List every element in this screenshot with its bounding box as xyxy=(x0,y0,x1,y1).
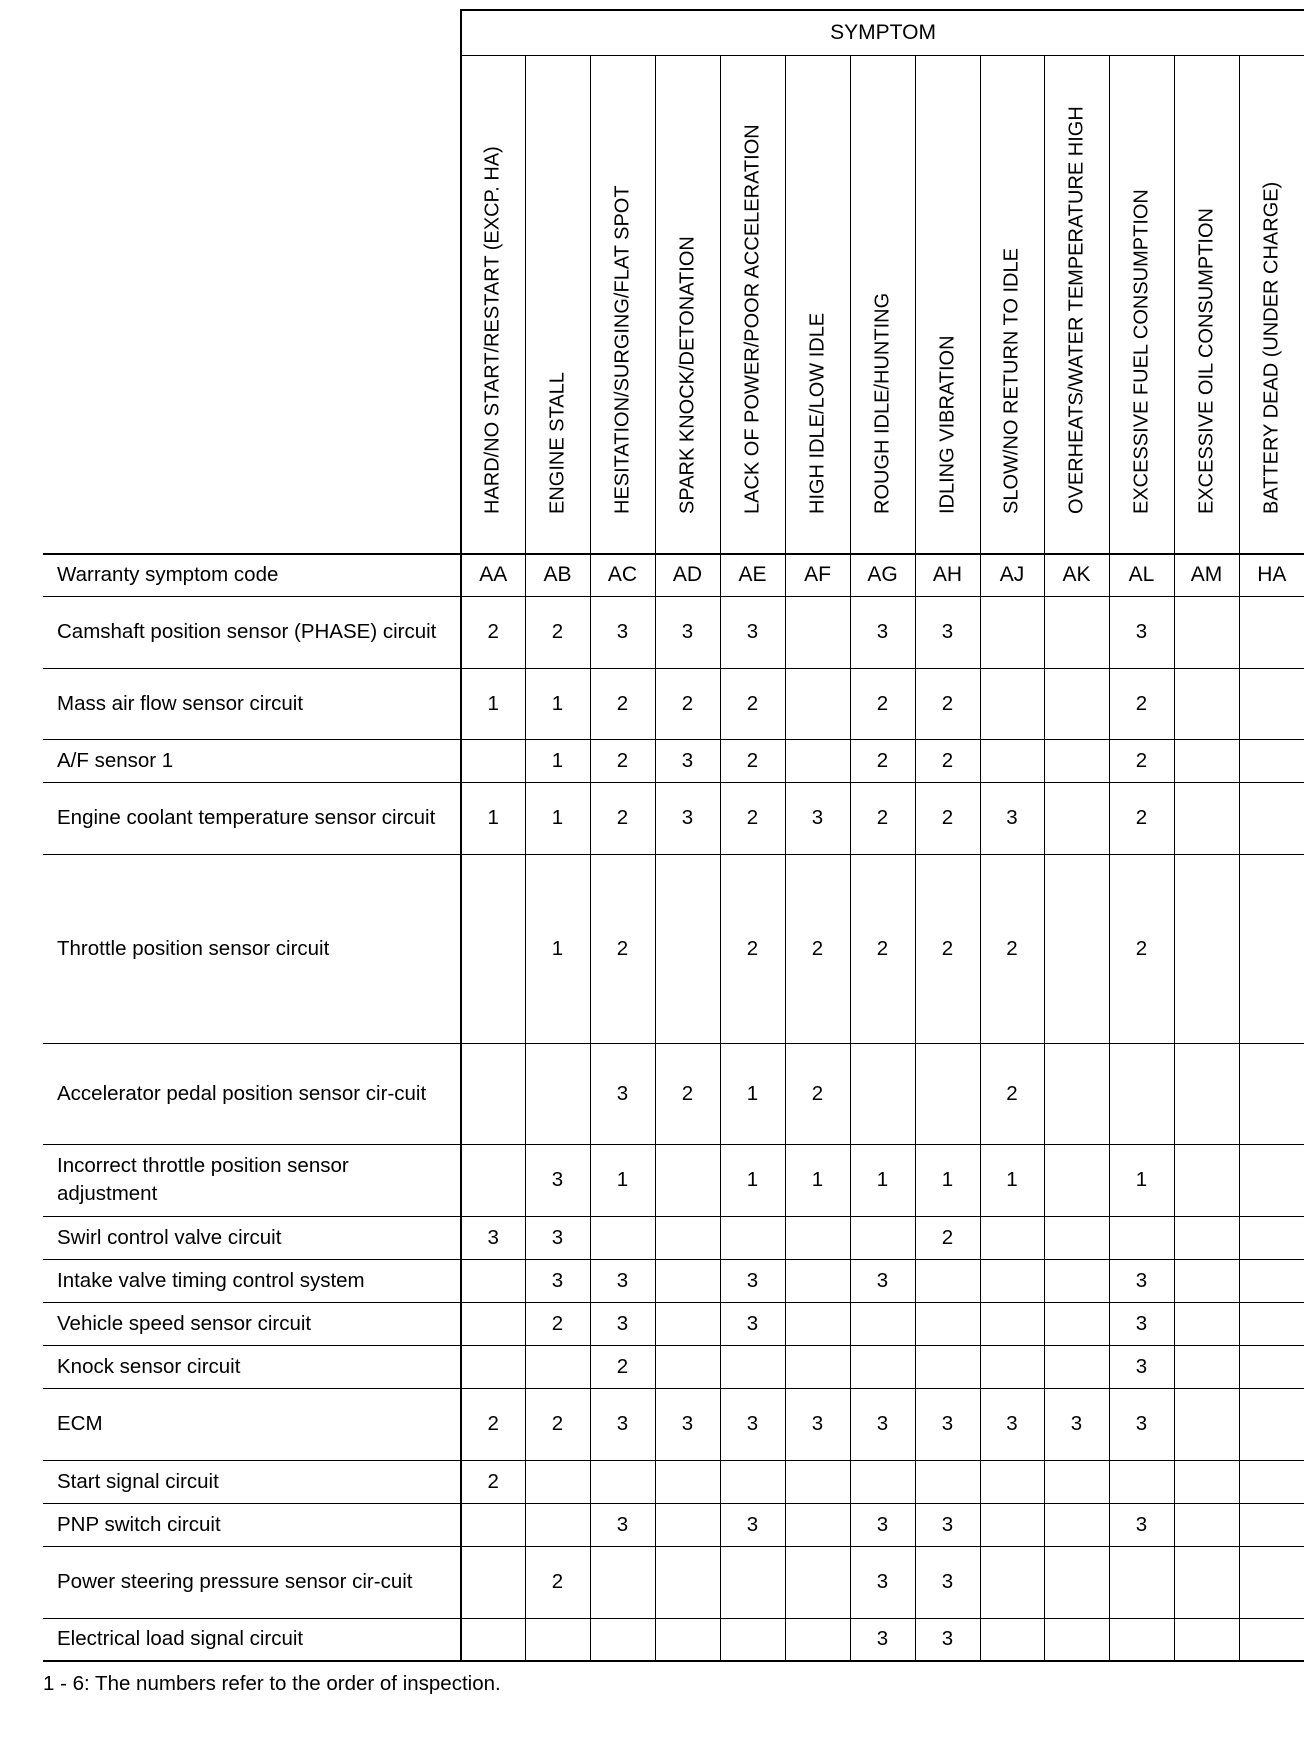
inspection-order-cell: 3 xyxy=(915,1618,980,1661)
warranty-code: HA xyxy=(1239,554,1304,596)
inspection-order-cell: 2 xyxy=(980,1043,1044,1144)
inspection-order-cell: 1 xyxy=(785,1144,850,1216)
component-row xyxy=(43,782,1304,854)
inspection-order-cell xyxy=(850,1460,915,1503)
inspection-order-cell xyxy=(785,1259,850,1302)
inspection-order-cell xyxy=(655,854,720,1043)
inspection-order-cell xyxy=(1044,1460,1109,1503)
inspection-order-cell xyxy=(980,1345,1044,1388)
inspection-order-cell xyxy=(915,1302,980,1345)
warranty-code: AD xyxy=(655,554,720,596)
inspection-order-cell xyxy=(655,1259,720,1302)
inspection-order-cell xyxy=(655,1618,720,1661)
component-row xyxy=(43,1503,1304,1546)
inspection-order-cell: 3 xyxy=(1109,596,1174,668)
inspection-order-cell xyxy=(1109,1216,1174,1259)
inspection-order-cell: 2 xyxy=(461,1460,525,1503)
component-label: Mass air flow sensor circuit xyxy=(43,668,461,739)
component-row xyxy=(43,1144,1304,1216)
inspection-order-cell xyxy=(461,1259,525,1302)
inspection-order-cell: 2 xyxy=(915,668,980,739)
warranty-code-label: Warranty symptom code xyxy=(43,554,461,596)
inspection-order-cell xyxy=(1174,1043,1239,1144)
inspection-order-cell: 2 xyxy=(785,854,850,1043)
inspection-order-cell: 3 xyxy=(850,1388,915,1460)
warranty-code-row xyxy=(43,554,1304,596)
inspection-order-cell: 3 xyxy=(655,739,720,782)
inspection-order-cell xyxy=(1174,1618,1239,1661)
inspection-order-cell xyxy=(1174,1345,1239,1388)
inspection-order-cell xyxy=(1174,739,1239,782)
inspection-order-cell xyxy=(1044,1302,1109,1345)
inspection-order-cell xyxy=(785,596,850,668)
component-label: Incorrect throttle position sensor adjustment xyxy=(43,1144,461,1216)
inspection-order-cell xyxy=(720,1546,785,1618)
inspection-order-cell xyxy=(525,1460,590,1503)
inspection-order-cell xyxy=(1109,1546,1174,1618)
inspection-order-cell xyxy=(1239,596,1304,668)
inspection-order-cell: 2 xyxy=(461,596,525,668)
component-label: Camshaft position sensor (PHASE) circuit xyxy=(43,596,461,668)
inspection-order-cell: 2 xyxy=(915,1216,980,1259)
inspection-order-cell xyxy=(1109,1460,1174,1503)
inspection-order-cell: 3 xyxy=(590,1043,655,1144)
inspection-order-cell: 3 xyxy=(655,782,720,854)
inspection-order-cell xyxy=(1109,1618,1174,1661)
inspection-order-cell xyxy=(655,1302,720,1345)
warranty-code: AG xyxy=(850,554,915,596)
component-row xyxy=(43,739,1304,782)
inspection-order-cell: 3 xyxy=(655,596,720,668)
component-label: Accelerator pedal position sensor cir-cuit xyxy=(43,1043,461,1144)
inspection-order-cell xyxy=(785,739,850,782)
warranty-code: AK xyxy=(1044,554,1109,596)
inspection-order-cell: 3 xyxy=(720,1302,785,1345)
inspection-order-cell: 2 xyxy=(655,668,720,739)
inspection-order-cell xyxy=(1239,1388,1304,1460)
inspection-order-cell: 1 xyxy=(525,668,590,739)
inspection-order-cell: 1 xyxy=(980,1144,1044,1216)
inspection-order-cell xyxy=(1174,782,1239,854)
warranty-code: AA xyxy=(461,554,525,596)
component-label: Knock sensor circuit xyxy=(43,1345,461,1388)
warranty-code: AM xyxy=(1174,554,1239,596)
symptom-column-header xyxy=(1109,56,1174,555)
inspection-order-cell: 3 xyxy=(1109,1503,1174,1546)
inspection-order-cell: 3 xyxy=(850,596,915,668)
inspection-order-cell xyxy=(1044,1043,1109,1144)
component-row xyxy=(43,1345,1304,1388)
inspection-order-cell: 3 xyxy=(850,1503,915,1546)
inspection-order-cell: 3 xyxy=(915,1503,980,1546)
inspection-order-cell: 2 xyxy=(915,854,980,1043)
symptom-column-header xyxy=(1174,56,1239,555)
warranty-code: AF xyxy=(785,554,850,596)
inspection-order-cell xyxy=(785,1546,850,1618)
component-row xyxy=(43,1302,1304,1345)
inspection-order-cell xyxy=(1239,1144,1304,1216)
inspection-order-cell: 1 xyxy=(525,782,590,854)
inspection-order-cell: 2 xyxy=(1109,668,1174,739)
inspection-order-cell: 3 xyxy=(915,1546,980,1618)
inspection-order-cell xyxy=(1044,1144,1109,1216)
corner-cell xyxy=(43,10,461,554)
inspection-order-cell xyxy=(1044,596,1109,668)
symptom-column-header xyxy=(850,56,915,555)
inspection-order-cell: 3 xyxy=(850,1259,915,1302)
symptom-column-label: ENGINE STALL xyxy=(546,372,568,514)
symptom-column-label: HARD/NO START/RESTART (EXCP. HA) xyxy=(481,146,504,514)
inspection-order-cell: 2 xyxy=(590,1345,655,1388)
warranty-code: AB xyxy=(525,554,590,596)
component-row xyxy=(43,1259,1304,1302)
inspection-order-cell xyxy=(1239,1216,1304,1259)
inspection-order-cell: 3 xyxy=(655,1388,720,1460)
inspection-order-cell xyxy=(1174,1302,1239,1345)
inspection-order-cell: 3 xyxy=(915,1388,980,1460)
inspection-order-cell xyxy=(850,1345,915,1388)
component-row xyxy=(43,854,1304,1043)
inspection-order-cell xyxy=(525,1618,590,1661)
inspection-order-cell: 2 xyxy=(525,1388,590,1460)
inspection-order-cell: 3 xyxy=(1044,1388,1109,1460)
inspection-order-cell xyxy=(1239,739,1304,782)
inspection-order-cell: 3 xyxy=(1109,1259,1174,1302)
inspection-order-cell: 3 xyxy=(1109,1388,1174,1460)
inspection-order-cell xyxy=(785,668,850,739)
inspection-order-cell: 3 xyxy=(1109,1302,1174,1345)
symptom-column-header xyxy=(1044,56,1109,555)
inspection-order-cell: 2 xyxy=(720,668,785,739)
component-row xyxy=(43,1618,1304,1661)
inspection-order-cell xyxy=(1174,1460,1239,1503)
inspection-order-cell xyxy=(1109,1043,1174,1144)
inspection-order-cell xyxy=(1174,1144,1239,1216)
symptom-column-label: HIGH IDLE/LOW IDLE xyxy=(806,312,828,514)
symptom-column-header xyxy=(915,56,980,555)
inspection-order-cell xyxy=(1044,668,1109,739)
inspection-order-cell xyxy=(461,1618,525,1661)
inspection-order-cell xyxy=(980,668,1044,739)
inspection-order-cell: 3 xyxy=(461,1216,525,1259)
inspection-order-cell: 2 xyxy=(590,739,655,782)
inspection-order-cell xyxy=(1239,1345,1304,1388)
inspection-order-cell: 2 xyxy=(525,1546,590,1618)
inspection-order-cell xyxy=(1044,782,1109,854)
inspection-order-cell xyxy=(1044,854,1109,1043)
inspection-order-cell xyxy=(980,596,1044,668)
symptom-matrix-body xyxy=(43,554,1304,1661)
symptom-column-label: BATTERY DEAD (UNDER CHARGE) xyxy=(1260,181,1283,514)
component-label: Electrical load signal circuit xyxy=(43,1618,461,1661)
component-label: Engine coolant temperature sensor circuit xyxy=(43,782,461,854)
inspection-order-cell xyxy=(1174,596,1239,668)
inspection-order-cell xyxy=(655,1216,720,1259)
symptom-column-header xyxy=(980,56,1044,555)
inspection-order-cell xyxy=(785,1216,850,1259)
inspection-order-cell: 3 xyxy=(850,1546,915,1618)
inspection-order-cell xyxy=(1239,1618,1304,1661)
inspection-order-cell: 2 xyxy=(915,782,980,854)
inspection-order-cell: 1 xyxy=(850,1144,915,1216)
inspection-order-cell xyxy=(1044,1503,1109,1546)
component-label: Throttle position sensor circuit xyxy=(43,854,461,1043)
inspection-order-cell xyxy=(850,1043,915,1144)
symptom-matrix-table xyxy=(43,9,1304,1662)
inspection-order-cell: 1 xyxy=(525,739,590,782)
inspection-order-cell: 2 xyxy=(850,782,915,854)
inspection-order-cell xyxy=(850,1216,915,1259)
inspection-order-cell: 1 xyxy=(590,1144,655,1216)
inspection-order-cell xyxy=(461,1546,525,1618)
inspection-order-cell xyxy=(590,1618,655,1661)
symptom-column-label: EXCESSIVE FUEL CONSUMPTION xyxy=(1130,189,1152,514)
symptom-column-header xyxy=(525,56,590,555)
inspection-order-cell: 2 xyxy=(1109,782,1174,854)
symptom-column-label: LACK OF POWER/POOR ACCELERATION xyxy=(741,124,763,514)
inspection-order-cell xyxy=(655,1144,720,1216)
inspection-order-cell xyxy=(980,1302,1044,1345)
symptom-column-header xyxy=(785,56,850,555)
inspection-order-cell xyxy=(785,1503,850,1546)
component-label: Power steering pressure sensor cir-cuit xyxy=(43,1546,461,1618)
inspection-order-cell xyxy=(720,1345,785,1388)
inspection-order-cell xyxy=(655,1460,720,1503)
symptom-column-header xyxy=(720,56,785,555)
inspection-order-cell xyxy=(655,1345,720,1388)
component-label: Intake valve timing control system xyxy=(43,1259,461,1302)
inspection-order-cell: 3 xyxy=(590,596,655,668)
inspection-order-cell xyxy=(720,1216,785,1259)
symptom-column-label: EXCESSIVE OIL CONSUMPTION xyxy=(1195,208,1217,514)
inspection-order-cell: 2 xyxy=(590,854,655,1043)
warranty-code: AE xyxy=(720,554,785,596)
inspection-order-cell: 2 xyxy=(1109,854,1174,1043)
inspection-order-cell: 1 xyxy=(461,668,525,739)
inspection-order-cell xyxy=(1174,1388,1239,1460)
component-label: Swirl control valve circuit xyxy=(43,1216,461,1259)
inspection-order-cell xyxy=(461,1043,525,1144)
inspection-order-cell xyxy=(915,1345,980,1388)
inspection-order-cell: 3 xyxy=(720,596,785,668)
symptom-column-label: OVERHEATS/WATER TEMPERATURE HIGH xyxy=(1065,106,1087,514)
inspection-order-cell: 1 xyxy=(461,782,525,854)
inspection-order-cell: 3 xyxy=(525,1216,590,1259)
component-row xyxy=(43,1388,1304,1460)
inspection-order-cell xyxy=(785,1302,850,1345)
inspection-order-cell: 2 xyxy=(525,596,590,668)
inspection-order-cell xyxy=(461,1345,525,1388)
inspection-order-cell xyxy=(1239,1043,1304,1144)
inspection-order-cell xyxy=(1239,1503,1304,1546)
inspection-order-cell xyxy=(1174,854,1239,1043)
inspection-order-cell xyxy=(980,1259,1044,1302)
inspection-order-cell: 1 xyxy=(1109,1144,1174,1216)
inspection-order-cell xyxy=(461,739,525,782)
inspection-order-cell xyxy=(785,1460,850,1503)
symptom-column-label: IDLING VIBRATION xyxy=(936,335,958,514)
inspection-order-cell: 3 xyxy=(590,1503,655,1546)
component-label: Start signal circuit xyxy=(43,1460,461,1503)
inspection-order-cell: 1 xyxy=(720,1043,785,1144)
inspection-order-cell: 2 xyxy=(590,782,655,854)
inspection-order-cell: 3 xyxy=(590,1259,655,1302)
inspection-order-cell: 3 xyxy=(785,782,850,854)
inspection-order-cell xyxy=(1174,1503,1239,1546)
inspection-order-cell: 3 xyxy=(525,1259,590,1302)
inspection-order-cell: 1 xyxy=(720,1144,785,1216)
component-label: Vehicle speed sensor circuit xyxy=(43,1302,461,1345)
inspection-order-cell: 2 xyxy=(850,854,915,1043)
inspection-order-cell xyxy=(1174,1259,1239,1302)
inspection-order-cell: 3 xyxy=(720,1259,785,1302)
inspection-order-cell xyxy=(785,1618,850,1661)
inspection-order-cell xyxy=(915,1460,980,1503)
inspection-order-cell: 2 xyxy=(785,1043,850,1144)
inspection-order-cell: 3 xyxy=(980,1388,1044,1460)
inspection-order-cell: 2 xyxy=(655,1043,720,1144)
inspection-order-cell: 2 xyxy=(461,1388,525,1460)
inspection-order-cell xyxy=(1239,668,1304,739)
inspection-order-cell xyxy=(980,1216,1044,1259)
inspection-order-cell xyxy=(1239,1460,1304,1503)
component-row xyxy=(43,1546,1304,1618)
component-row xyxy=(43,668,1304,739)
inspection-order-cell xyxy=(915,1043,980,1144)
symptom-column-label: SLOW/NO RETURN TO IDLE xyxy=(1000,248,1023,514)
symptom-column-header xyxy=(1239,56,1304,555)
inspection-order-cell xyxy=(850,1302,915,1345)
inspection-order-cell: 3 xyxy=(720,1388,785,1460)
inspection-order-cell: 2 xyxy=(980,854,1044,1043)
inspection-order-cell xyxy=(590,1546,655,1618)
inspection-order-cell xyxy=(1239,854,1304,1043)
footnote: 1 - 6: The numbers refer to the order of inspection. xyxy=(43,1672,501,1695)
inspection-order-cell: 2 xyxy=(525,1302,590,1345)
component-row xyxy=(43,1216,1304,1259)
component-row xyxy=(43,1043,1304,1144)
inspection-order-cell: 3 xyxy=(980,782,1044,854)
inspection-order-cell xyxy=(1044,1546,1109,1618)
inspection-order-cell xyxy=(1044,1618,1109,1661)
inspection-order-cell: 3 xyxy=(590,1302,655,1345)
symptom-column-label: SPARK KNOCK/DETONATION xyxy=(676,236,698,514)
component-label: ECM xyxy=(43,1388,461,1460)
inspection-order-cell xyxy=(1044,739,1109,782)
inspection-order-cell xyxy=(720,1460,785,1503)
inspection-order-cell: 2 xyxy=(850,739,915,782)
inspection-order-cell xyxy=(590,1460,655,1503)
inspection-order-cell xyxy=(980,739,1044,782)
inspection-order-cell xyxy=(720,1618,785,1661)
inspection-order-cell xyxy=(1044,1345,1109,1388)
inspection-order-cell: 2 xyxy=(720,782,785,854)
inspection-order-cell xyxy=(1174,1546,1239,1618)
warranty-code: AC xyxy=(590,554,655,596)
inspection-order-cell xyxy=(915,1259,980,1302)
inspection-order-cell xyxy=(1174,1216,1239,1259)
inspection-order-cell xyxy=(785,1345,850,1388)
component-label: A/F sensor 1 xyxy=(43,739,461,782)
symptom-column-header xyxy=(655,56,720,555)
inspection-order-cell xyxy=(525,1043,590,1144)
inspection-order-cell: 2 xyxy=(720,739,785,782)
symptom-column-label: HESITATION/SURGING/FLAT SPOT xyxy=(611,185,633,514)
warranty-code: AH xyxy=(915,554,980,596)
inspection-order-cell: 2 xyxy=(590,668,655,739)
inspection-order-cell xyxy=(980,1503,1044,1546)
inspection-order-cell xyxy=(1239,1546,1304,1618)
inspection-order-cell: 3 xyxy=(850,1618,915,1661)
inspection-order-cell xyxy=(1239,1302,1304,1345)
component-row xyxy=(43,596,1304,668)
inspection-order-cell: 3 xyxy=(525,1144,590,1216)
inspection-order-cell xyxy=(1044,1259,1109,1302)
symptom-column-header xyxy=(461,56,525,555)
inspection-order-cell xyxy=(461,854,525,1043)
inspection-order-cell xyxy=(461,1503,525,1546)
inspection-order-cell: 2 xyxy=(915,739,980,782)
component-label: PNP switch circuit xyxy=(43,1503,461,1546)
warranty-code: AJ xyxy=(980,554,1044,596)
inspection-order-cell: 1 xyxy=(915,1144,980,1216)
inspection-order-cell xyxy=(1044,1216,1109,1259)
inspection-order-cell xyxy=(461,1144,525,1216)
symptom-column-label: ROUGH IDLE/HUNTING xyxy=(871,292,893,514)
inspection-order-cell xyxy=(980,1618,1044,1661)
inspection-order-cell xyxy=(461,1302,525,1345)
inspection-order-cell: 2 xyxy=(850,668,915,739)
inspection-order-cell: 2 xyxy=(720,854,785,1043)
inspection-order-cell: 1 xyxy=(525,854,590,1043)
inspection-order-cell: 3 xyxy=(1109,1345,1174,1388)
inspection-order-cell: 3 xyxy=(720,1503,785,1546)
inspection-order-cell xyxy=(655,1503,720,1546)
inspection-order-cell xyxy=(1174,668,1239,739)
inspection-order-cell: 3 xyxy=(785,1388,850,1460)
inspection-order-cell: 3 xyxy=(590,1388,655,1460)
inspection-order-cell xyxy=(655,1546,720,1618)
symptom-title: SYMPTOM xyxy=(461,10,1304,56)
inspection-order-cell xyxy=(1239,782,1304,854)
component-row xyxy=(43,1460,1304,1503)
inspection-order-cell xyxy=(525,1345,590,1388)
inspection-order-cell xyxy=(980,1546,1044,1618)
inspection-order-cell xyxy=(590,1216,655,1259)
symptom-column-header xyxy=(590,56,655,555)
inspection-order-cell: 3 xyxy=(915,596,980,668)
inspection-order-cell xyxy=(980,1460,1044,1503)
warranty-code: AL xyxy=(1109,554,1174,596)
inspection-order-cell xyxy=(1239,1259,1304,1302)
inspection-order-cell xyxy=(525,1503,590,1546)
inspection-order-cell: 2 xyxy=(1109,739,1174,782)
